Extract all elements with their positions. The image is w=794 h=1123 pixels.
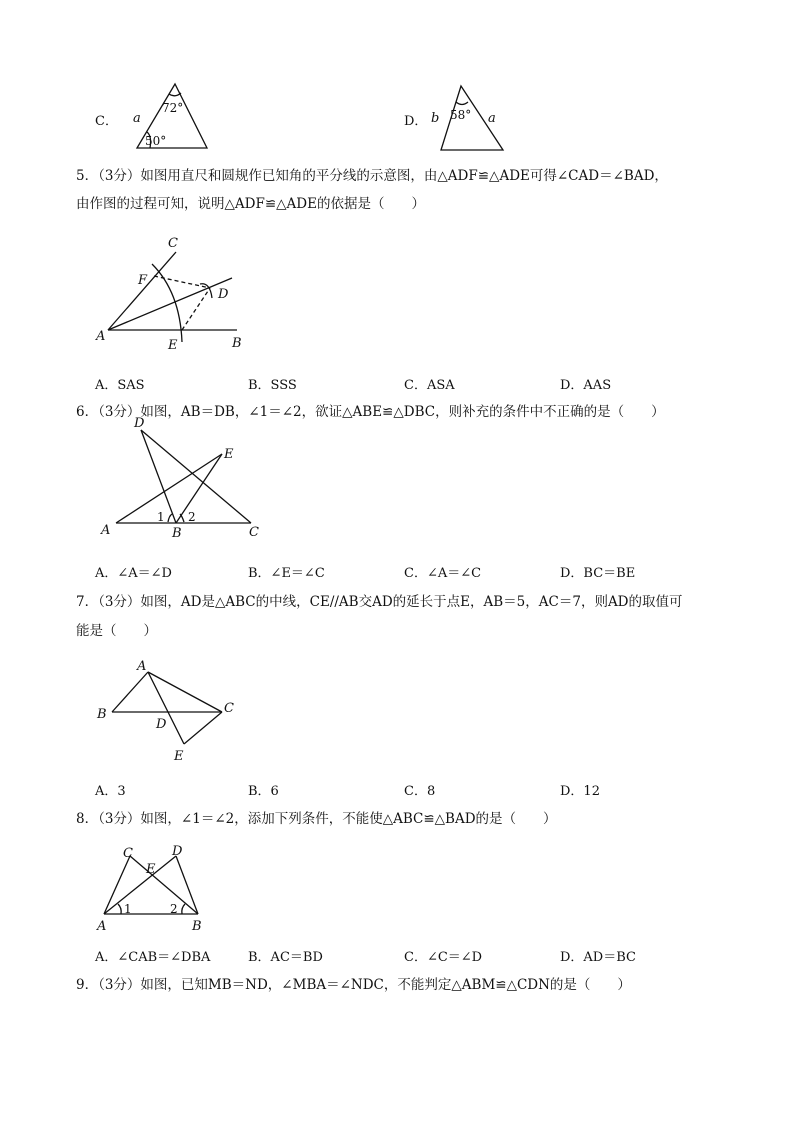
q6-label-c: C xyxy=(249,525,259,540)
q6-option-b[interactable]: B．∠E＝∠C xyxy=(248,566,325,581)
q4-option-d-triangle-figure xyxy=(428,82,508,154)
q5-label-b: B xyxy=(232,336,242,351)
q5-option-c[interactable]: C．ASA xyxy=(404,378,455,393)
q5-ray-ac xyxy=(108,252,176,330)
q6-label-angle1: 1 xyxy=(157,510,165,524)
q5-angle-bisector-figure xyxy=(92,232,252,354)
q6-label-angle2: 2 xyxy=(188,510,196,524)
q8-label-angle1: 1 xyxy=(124,902,132,916)
q7-line-ac xyxy=(148,672,222,712)
q8-label-a: A xyxy=(97,919,107,934)
q5-label-a: A xyxy=(96,329,106,344)
q5-stem-line2: 由作图的过程可知，说明△ADF≌△ADE的依据是（ ） xyxy=(76,196,425,212)
q7-line-ae xyxy=(148,672,184,744)
q6-option-d[interactable]: D．BC＝BE xyxy=(560,566,636,581)
q4d-right-side-label: a xyxy=(488,111,496,126)
q9-stem: 9．（3分）如图，已知MB＝ND，∠MBA＝∠NDC，不能判定△ABM≌△CDN的是（ ） xyxy=(76,977,631,993)
q6-label-e: E xyxy=(224,447,234,462)
q4c-bottom-angle-label: 50° xyxy=(145,134,167,148)
q5-option-a[interactable]: A．SAS xyxy=(95,378,145,393)
q5-option-d[interactable]: D．AAS xyxy=(560,378,612,393)
q7-label-b: B xyxy=(97,707,107,722)
q5-label-e: E xyxy=(168,338,178,353)
q4-option-c-label[interactable]: C． xyxy=(95,114,118,129)
q8-label-e: E xyxy=(146,862,156,877)
q5-option-b[interactable]: B．SSS xyxy=(248,378,297,393)
q7-option-c[interactable]: C．8 xyxy=(404,784,436,799)
q8-label-d: D xyxy=(172,844,183,859)
q4-option-c-triangle-figure xyxy=(125,78,215,154)
q6-label-d: D xyxy=(134,416,145,431)
q5-stem-line1: 5．（3分）如图用直尺和圆规作已知角的平分线的示意图，由△ADF≌△ADE可得∠CAD＝∠BAD， xyxy=(76,168,668,184)
q5-dashed-fd xyxy=(154,276,210,288)
q8-label-b: B xyxy=(192,919,202,934)
q7-line-ce xyxy=(184,712,222,744)
q6-stem: 6．（3分）如图，AB＝DB，∠1＝∠2，欲证△ABE≌△DBC，则补充的条件中不正确的是（ ） xyxy=(76,404,665,420)
q6-line-ae xyxy=(116,454,222,523)
q4d-top-arc xyxy=(456,102,468,105)
q8-label-c: C xyxy=(123,846,133,861)
q7-label-c: C xyxy=(224,701,234,716)
q7-stem-line1: 7．（3分）如图，AD是△ABC的中线，CE//AB交AD的延长于点E，AB＝5，AC＝7，则AD的取值可 xyxy=(76,594,683,610)
q7-label-d: D xyxy=(156,717,167,732)
q5-label-c: C xyxy=(168,236,178,251)
q8-option-b[interactable]: B．AC＝BD xyxy=(248,950,323,965)
q6-congruent-triangles-figure xyxy=(96,412,266,542)
q5-label-f: F xyxy=(138,273,148,288)
q8-option-a[interactable]: A．∠CAB＝∠DBA xyxy=(95,950,211,965)
q7-stem-line2: 能是（ ） xyxy=(76,623,157,639)
q8-angle2-arc xyxy=(182,904,185,914)
q6-angle1-arc xyxy=(168,514,172,522)
q4d-top-angle-label: 58° xyxy=(450,108,472,122)
q7-label-e: E xyxy=(174,749,184,764)
q4-option-d-label[interactable]: D． xyxy=(404,114,428,129)
q6-line-be xyxy=(176,454,222,523)
q7-median-figure xyxy=(94,656,244,766)
q8-option-d[interactable]: D．AD＝BC xyxy=(560,950,636,965)
q7-option-a[interactable]: A．3 xyxy=(95,784,126,799)
q7-option-b[interactable]: B．6 xyxy=(248,784,279,799)
q6-label-a: A xyxy=(101,523,111,538)
q8-angle1-arc xyxy=(118,904,121,914)
q8-label-angle2: 2 xyxy=(170,902,178,916)
q5-dashed-ed xyxy=(182,288,210,330)
q6-label-b: B xyxy=(172,526,182,541)
q4c-top-angle-label: 72° xyxy=(162,101,184,115)
q8-stem: 8．（3分）如图，∠1＝∠2，添加下列条件，不能使△ABC≌△BAD的是（ ） xyxy=(76,811,557,827)
q7-option-d[interactable]: D．12 xyxy=(560,784,600,799)
q6-option-c[interactable]: C．∠A＝∠C xyxy=(404,566,482,581)
q8-trapezoid-figure xyxy=(92,838,218,936)
q6-option-a[interactable]: A．∠A＝∠D xyxy=(95,566,172,581)
q4d-left-side-label: b xyxy=(431,111,440,126)
q5-label-d: D xyxy=(218,287,229,302)
q6-angle2-arc xyxy=(180,514,184,522)
q7-label-a: A xyxy=(137,659,147,674)
q7-line-ab xyxy=(112,672,148,712)
q8-option-c[interactable]: C．∠C＝∠D xyxy=(404,950,483,965)
q5-ray-ad xyxy=(108,278,232,330)
q4c-side-label: a xyxy=(133,111,141,126)
